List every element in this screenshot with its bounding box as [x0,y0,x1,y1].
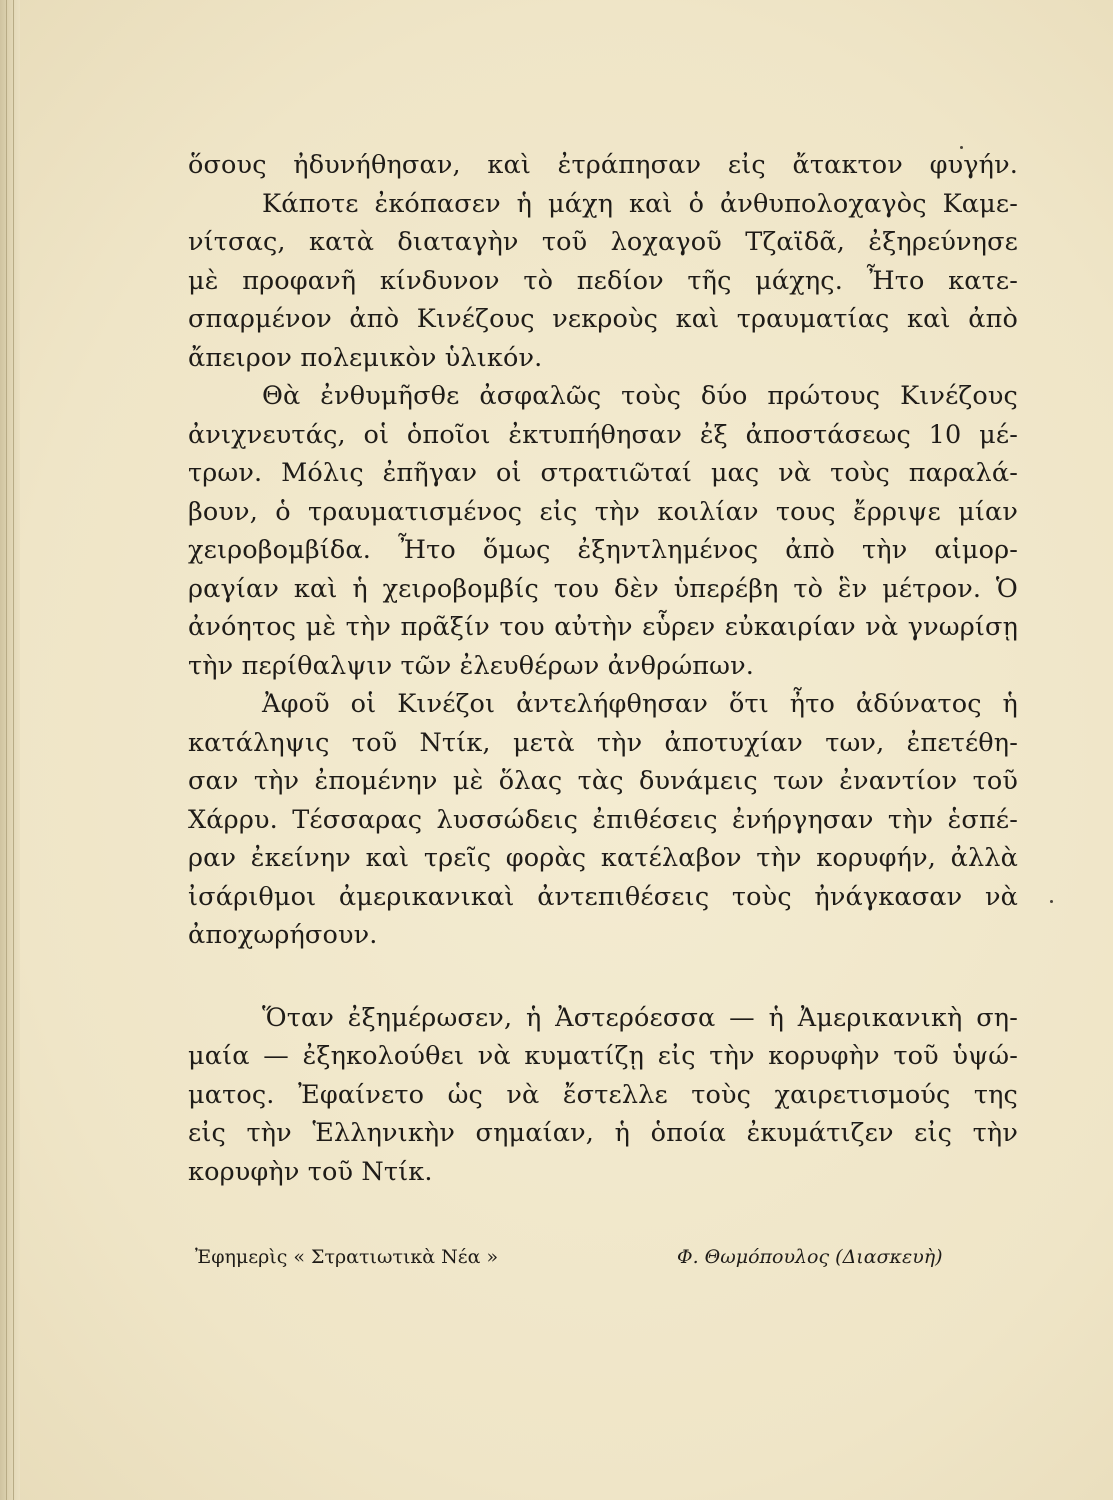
text-line: ὅσους ἠδυνήθησαν, καὶ ἐτράπησαν εἰς ἄτακτον φυγήν. [188,150,1018,180]
page-footer [195,1240,995,1274]
paragraph-gap [188,955,1018,999]
text-line: νίτσας, κατὰ διαταγὴν τοῦ λοχαγοῦ Τζαϊδᾶ, ἐξηρεύνησε [188,227,1018,257]
text-line: ἰσάριθμοι ἀμερικανικαὶ ἀντεπιθέσεις τοὺς ἠνάγκασαν νὰ [188,881,1018,912]
body-text [188,146,1018,1191]
text-line: ματος. Ἐφαίνετο ὡς νὰ ἔστελλε τοὺς χαιρετισμούς της [188,1079,1018,1110]
text-line: ραν ἐκείνην καὶ τρεῖς φορὰς κατέλαβον τὴν κορυφήν, ἀλλὰ [188,843,1018,873]
text-line: Ἀφοῦ οἱ Κινέζοι ἀντελήφθησαν ὅτι ἦτο ἀδύνατος ἡ [262,689,1018,719]
print-speck [960,146,963,149]
text-line: σπαρμένον ἀπὸ Κινέζους νεκροὺς καὶ τραυματίας καὶ ἀπὸ [188,304,1018,334]
text-line: τὴν περίθαλψιν τῶν ἐλευθέρων ἀνθρώπων. [188,650,755,681]
text-line: κορυφὴν τοῦ Ντίκ. [188,1156,433,1187]
binding-line [13,0,14,1500]
text-line: Ὅταν ἐξημέρωσεν, ἡ Ἀστερόεσσα — ἡ Ἀμερικανικὴ ση- [262,1002,1018,1033]
text-line: Χάρρυ. Τέσσαρας λυσσώδεις ἐπιθέσεις ἐνήργησαν τὴν ἑσπέ- [188,804,1018,835]
text-line: ἀνόητος μὲ τὴν πρᾶξίν του αὐτὴν εὗρεν εὐκαιρίαν νὰ γνωρίσῃ [188,612,1018,642]
binding-line [6,0,7,1500]
text-line: μὲ προφανῆ κίνδυνον τὸ πεδίον τῆς μάχης. Ἦτο κατε- [188,265,1018,296]
text-line: κατάληψις τοῦ Ντίκ, μετὰ τὴν ἀποτυχίαν των, ἐπετέθη- [188,727,1018,758]
text-line: Κάποτε ἐκόπασεν ἡ μάχη καὶ ὁ ἀνθυπολοχαγὸς Καμε- [262,188,1018,219]
binding-edge [0,0,20,1500]
text-line: χειροβομβίδα. Ἦτο ὅμως ἐξηντλημένος ἀπὸ τὴν αἱμορ- [188,535,1018,565]
text-line: εἰς τὴν Ἑλληνικὴν σημαίαν, ἡ ὁποία ἐκυμάτιζεν εἰς τὴν [188,1118,1018,1148]
print-speck [1050,900,1053,903]
text-line: βουν, ὁ τραυματισμένος εἰς τὴν κοιλίαν τους ἔρριψε μίαν [188,496,1018,527]
text-line: τρων. Μόλις ἐπῆγαν οἱ στρατιῶταί μας νὰ τοὺς παραλά- [188,458,1018,488]
text-line: Θὰ ἐνθυμῆσθε ἀσφαλῶς τοὺς δύο πρώτους Κινέζους [262,381,1018,411]
author-credit: Φ. Θωμόπουλος (Διασκευὴ) [677,1246,943,1268]
text-line: ἀποχωρήσουν. [188,920,378,950]
text-line: ἄπειρον πολεμικὸν ὑλικόν. [188,342,543,373]
source-citation: Ἐφημερὶς « Στρατιωτικὰ Νέα » [195,1246,499,1268]
text-line: ραγίαν καὶ ἡ χειροβομβίς του δὲν ὑπερέβη τὸ ἓν μέτρον. Ὁ [188,573,1018,604]
text-line: σαν τὴν ἐπομένην μὲ ὅλας τὰς δυνάμεις των ἐναντίον τοῦ [188,766,1018,796]
text-line: μαία — ἐξηκολούθει νὰ κυματίζῃ εἰς τὴν κορυφὴν τοῦ ὑψώ- [188,1041,1018,1071]
text-line: ἀνιχνευτάς, οἱ ὁποῖοι ἐκτυπήθησαν ἐξ ἀποστάσεως 10 μέ- [188,419,1018,450]
